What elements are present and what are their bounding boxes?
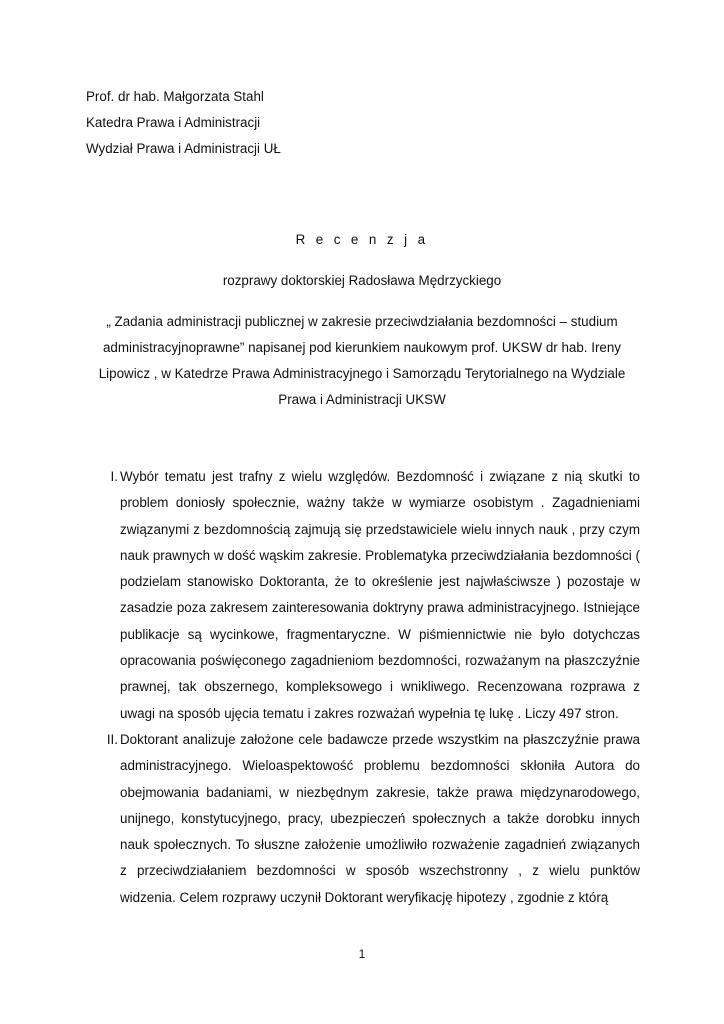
page-number: 1 xyxy=(358,947,366,961)
thesis-description: „ Zadania administracji publicznej w zakresie przeciwdziałania bezdomności – studium administracyjnoprawne” napisanej pod kierunkiem naukowym prof. UKSW dr hab. Ireny Lipowicz , w Katedrze Prawa Administracyjnego i Samorządu Terytorialnego na Wydziale Prawa i Administracji UKSW xyxy=(98,314,626,407)
section-text: Wybór tematu jest trafny z wielu względów. Bezdomność i związane z nią skutki to problem doniosły społecznie, ważny także w wymiarze osobistym . Zagadnieniami związanymi z bezdomnością zajmują się przedstawiciele wielu innych nauk , przy czym nauk prawnych w dość wąskim zakresie. Problematyka przeciwdziałania bezdomności ( podzielam stanowisko Doktoranta, że to określenie jest najwłaściwsze ) pozostaje w zasadzie poza zakresem zainteresowania doktryny prawa administracyjnego. Istniejące publikacje są wycinkowe, fragmentaryczne. W piśmiennictwie nie było dotychczas opracowania poświęconego zagadnieniom bezdomności, rozważanym na płaszczyźnie prawnej, tak obszernego, kompleksowego i wnikliwego. Recenzowana rozprawa z uwagi na sposób ujęcia tematu i zakres rozważań wypełnia tę lukę . Liczy 497 stron. xyxy=(120,469,640,721)
review-section-2 xyxy=(100,727,640,911)
author-faculty: Wydział Prawa i Administracji UŁ xyxy=(86,141,281,156)
section-number: I. xyxy=(110,469,118,484)
author-department: Katedra Prawa i Administracji xyxy=(86,115,261,130)
document-title: R e c e n z j a xyxy=(295,232,429,247)
author-name: Prof. dr hab. Małgorzata Stahl xyxy=(86,89,264,104)
review-section-1 xyxy=(100,464,640,727)
author-header xyxy=(86,84,281,162)
review-sections xyxy=(100,464,640,911)
document-subtitle: rozprawy doktorskiej Radosława Mędrzyckiego xyxy=(222,273,502,288)
section-number: II. xyxy=(106,731,118,747)
section-text: Doktorant analizuje założone cele badawcze przede wszystkim na płaszczyźnie prawa administracyjnego. Wieloaspektowość problemu bezdomności skłoniła Autora do obejmowania badaniami, w niezbędnym zakresie, także prawa międzynarodowego, unijnego, konstytucyjnego, pracy, ubezpieczeń społecznych a także dorobku innych nauk społecznych. To słuszne założenie umożliwiło rozważenie zagadnień związanych z przeciwdziałaniem bezdomności w sposób wszechstronny , z wielu punktów widzenia. Celem rozprawy uczynił Doktorant weryfikację hipotezy , zgodnie z którą xyxy=(120,731,640,905)
